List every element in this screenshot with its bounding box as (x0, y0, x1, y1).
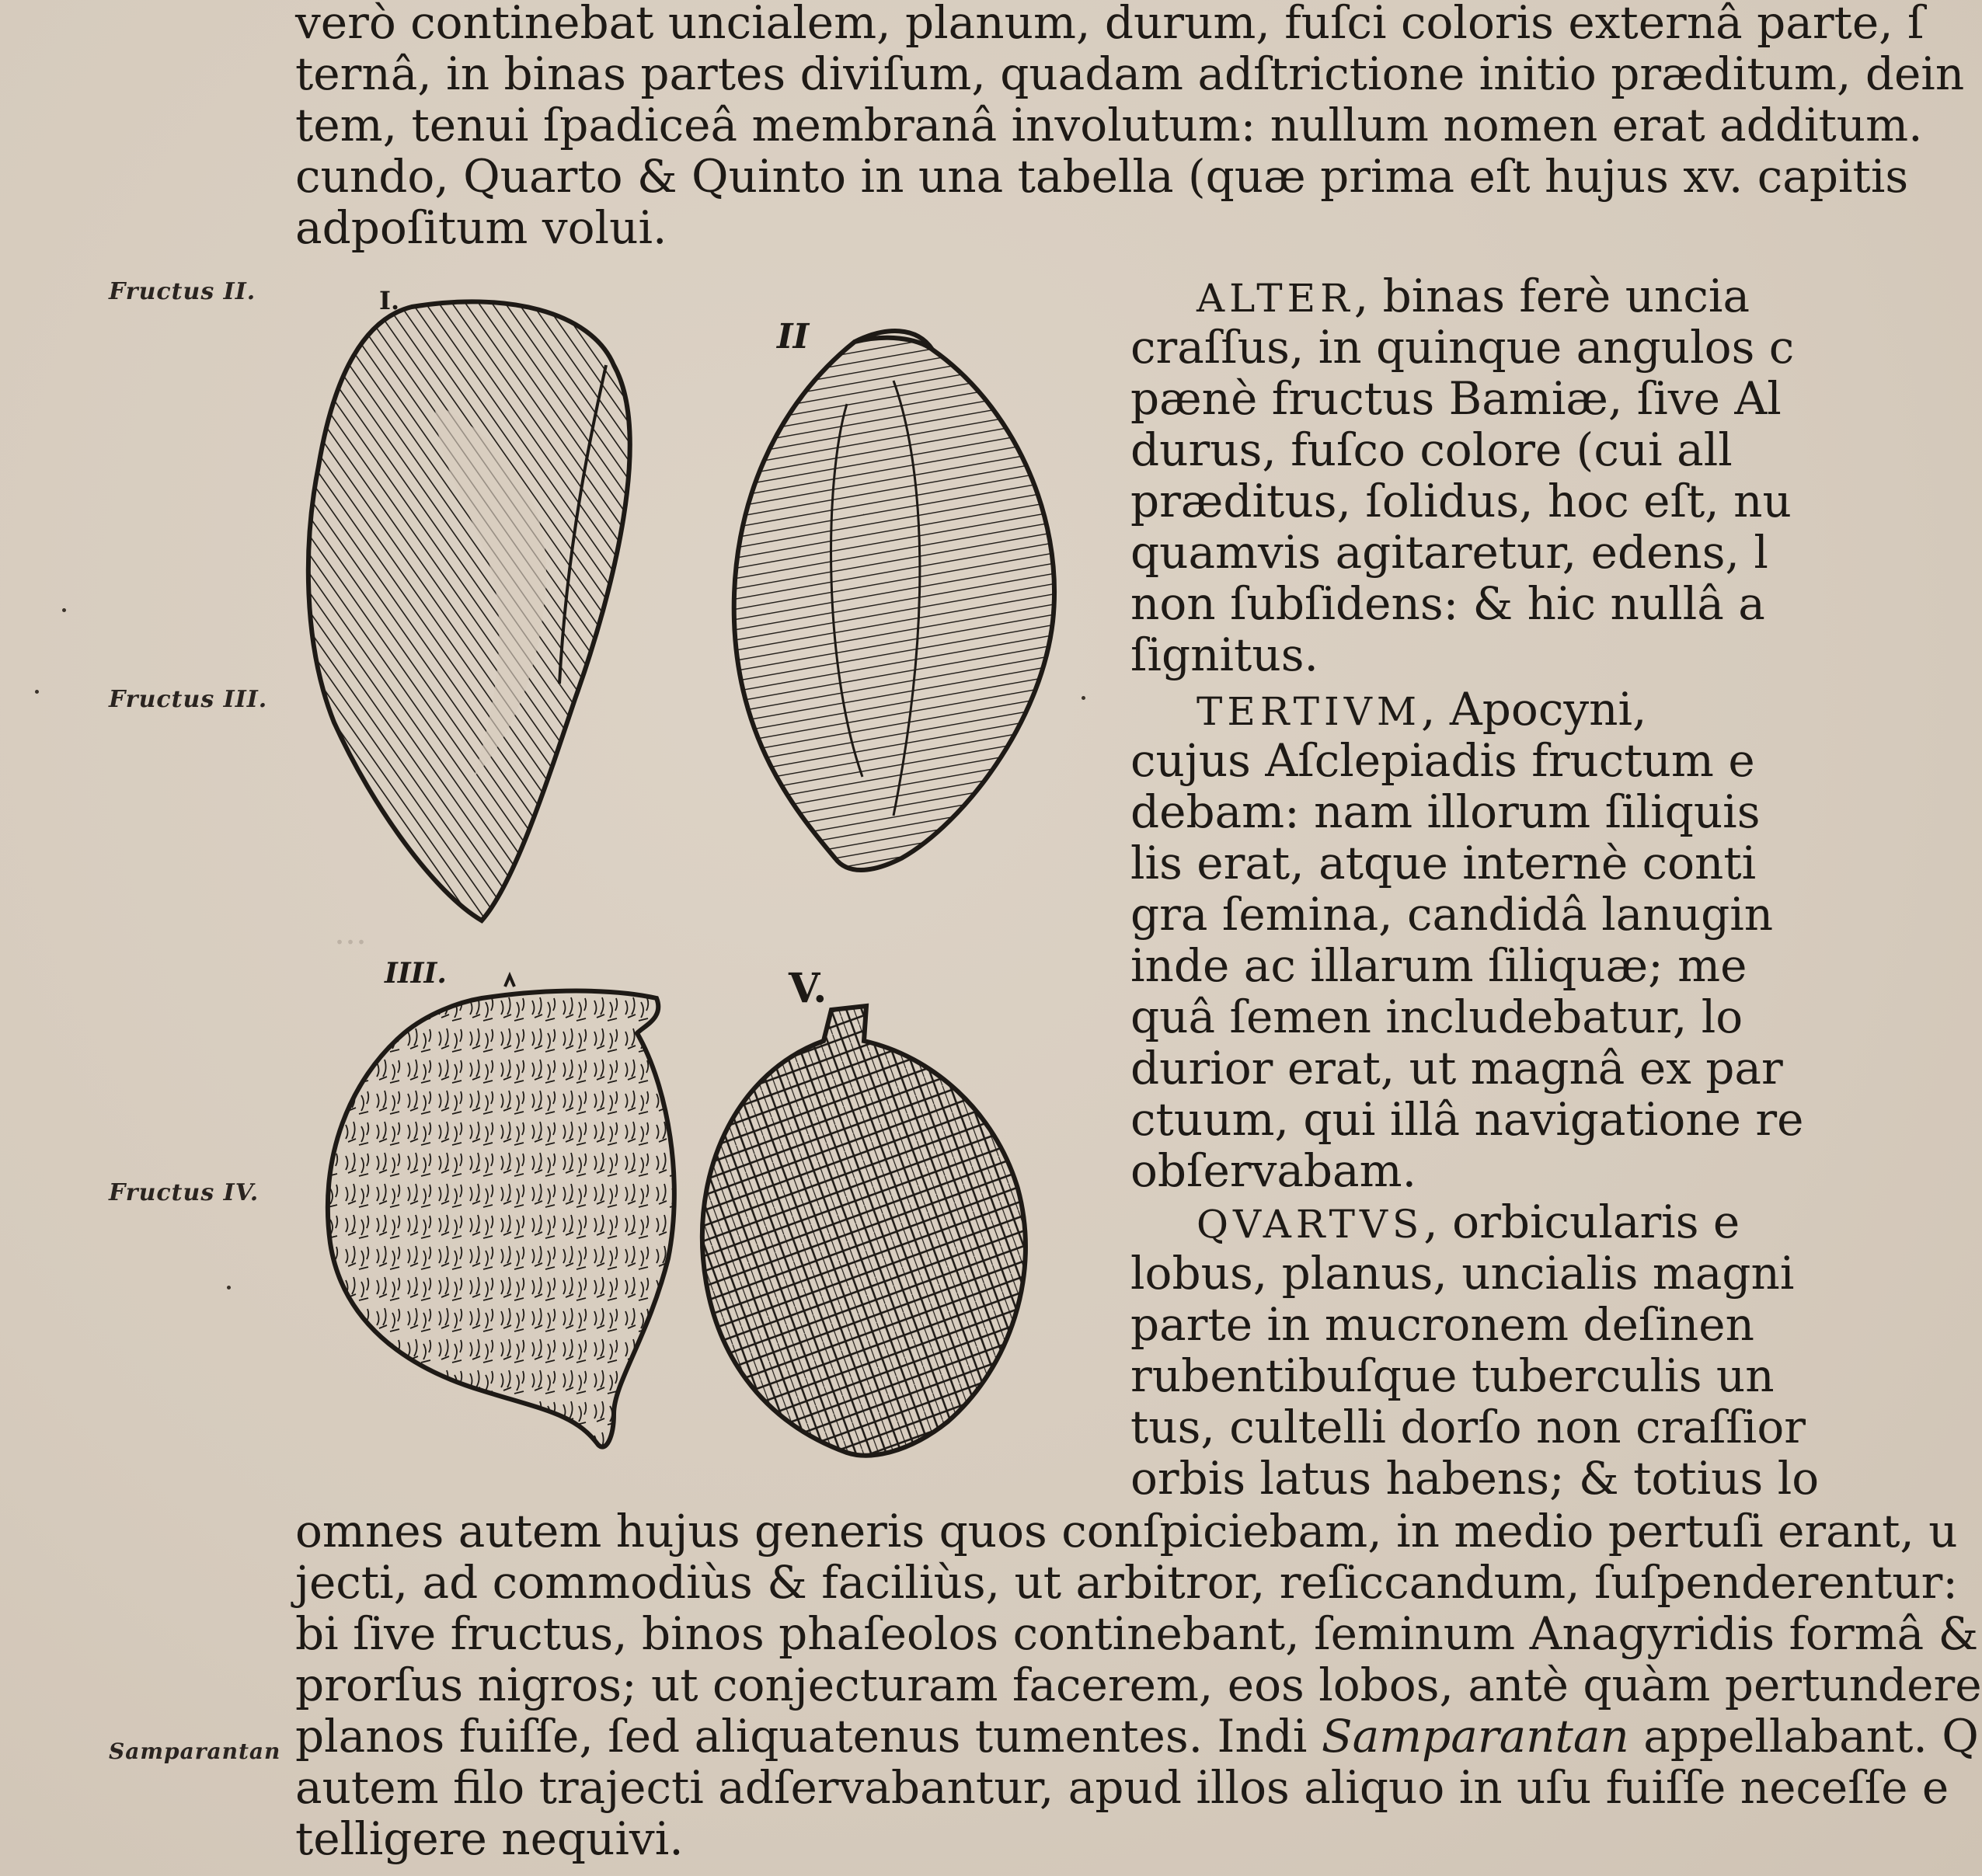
right-col-line: craſſus, in quinque angulos c (1130, 321, 1795, 374)
margin-note-fructus-iii: Fructus III. (109, 686, 268, 713)
small-caps-lead: TERTIVM (1197, 689, 1422, 734)
right-col-line: non ſubſidens: & hic nullâ a (1130, 577, 1765, 630)
margin-note-fructus-ii: Fructus II. (109, 278, 256, 305)
right-col-line: cujus Aſclepiadis fructum e (1130, 734, 1755, 787)
bottom-line: bi ſive fructus, binos phaſeolos continebant, ſeminum Anagyridis formâ & (295, 1607, 1979, 1660)
top-line: cundo, Quarto & Quinto in una tabella (quæ prima eſt hujus xv. capitis (295, 150, 1909, 203)
figure-label-1: I. (379, 286, 400, 315)
right-col-line: gra ſemina, candidâ lanugin (1130, 888, 1774, 941)
speck (1082, 696, 1085, 700)
right-col-line: præditus, ſolidus, hoc eſt, nu (1130, 475, 1792, 527)
margin-note-fructus-iv: Fructus IV. (109, 1179, 260, 1206)
right-col-line: tus, cultelli dorſo non craſſior (1130, 1401, 1806, 1453)
right-col-line: quâ ſemen includebatur, lo (1130, 990, 1743, 1043)
line-rest: , orbicularis e (1423, 1196, 1740, 1248)
right-col-line: parte in mucronem deſinen (1130, 1298, 1754, 1351)
bottom-line: telligere nequivi. (295, 1812, 684, 1865)
right-col-line: rubentibuſque tuberculis un (1130, 1349, 1775, 1402)
right-col-line: inde ac illarum ſiliquæ; me (1130, 939, 1747, 992)
speck (227, 1286, 231, 1290)
right-col-line: debam: nam illorum ſiliquis (1130, 785, 1761, 838)
small-caps-lead: QVARTVS (1197, 1202, 1424, 1247)
right-col-line: ctuum, qui illâ navigatione re (1130, 1093, 1804, 1146)
show-through-text: ... (334, 913, 367, 952)
bottom-line: omnes autem hujus generis quos conſpiciebam, in medio pertuſi erant, u (295, 1505, 1958, 1558)
line-rest: , Apocyni, (1421, 683, 1647, 736)
right-col-line: lis erat, atque internè conti (1130, 837, 1757, 889)
top-line: tem, tenui ſpadiceâ membranâ involutum: nullum nomen erat additum. (295, 99, 1923, 151)
figure-label-4: V. (789, 965, 827, 1012)
fruit-ii-drawing (308, 301, 630, 921)
right-col-line: quamvis agitaretur, edens, l (1130, 526, 1768, 579)
speck (35, 690, 39, 694)
bottom-line: planos fuiſſe, ſed aliquatenus tumentes. Indi Samparantan appellabant. Q (295, 1710, 1979, 1763)
right-col-line: orbis latus habens; & totius lo (1130, 1452, 1820, 1505)
top-line: adpoſitum volui. (295, 201, 667, 254)
fruit-iv-drawing (328, 976, 674, 1447)
right-col-line: lobus, planus, uncialis magni (1130, 1247, 1795, 1300)
italic-name: Samparantan (1321, 1710, 1629, 1763)
margin-note-samparantan: Samparantan (109, 1739, 281, 1764)
top-line: verò continebat uncialem, planum, durum, fuſci coloris externâ parte, ſ (295, 0, 1925, 49)
right-col-line: durus, fuſco colore (cui all (1130, 423, 1733, 476)
fruit-iii-drawing (734, 331, 1054, 870)
right-col-line: obſervabam. (1130, 1144, 1417, 1197)
right-col-line: ſignitus. (1130, 628, 1318, 681)
figure-label-3: IIII. (385, 957, 447, 990)
bottom-line: jecti, ad commodiùs & faciliùs, ut arbitror, reſiccandum, ſuſpenderentur: (295, 1556, 1958, 1609)
bottom-line: autem filo trajecti adſervabantur, apud illos aliquo in uſu fuiſſe neceſſe e (295, 1761, 1949, 1814)
figure-label-2: II (777, 317, 810, 357)
top-line: ternâ, in binas partes diviſum, quadam adſtrictione initio præditum, dein (295, 47, 1965, 100)
bottom-line: prorſus nigros; ut conjecturam facerem, eos lobos, antè quàm pertundere (295, 1658, 1982, 1711)
small-caps-lead: ALTER (1197, 276, 1354, 321)
speck (62, 608, 66, 612)
fruit-v-drawing (702, 1006, 1026, 1456)
right-col-line: pænè fructus Bamiæ, ſive Al (1130, 372, 1782, 425)
line-rest: , binas ferè uncia (1353, 270, 1750, 322)
right-col-line: durior erat, ut magnâ ex par (1130, 1042, 1783, 1095)
